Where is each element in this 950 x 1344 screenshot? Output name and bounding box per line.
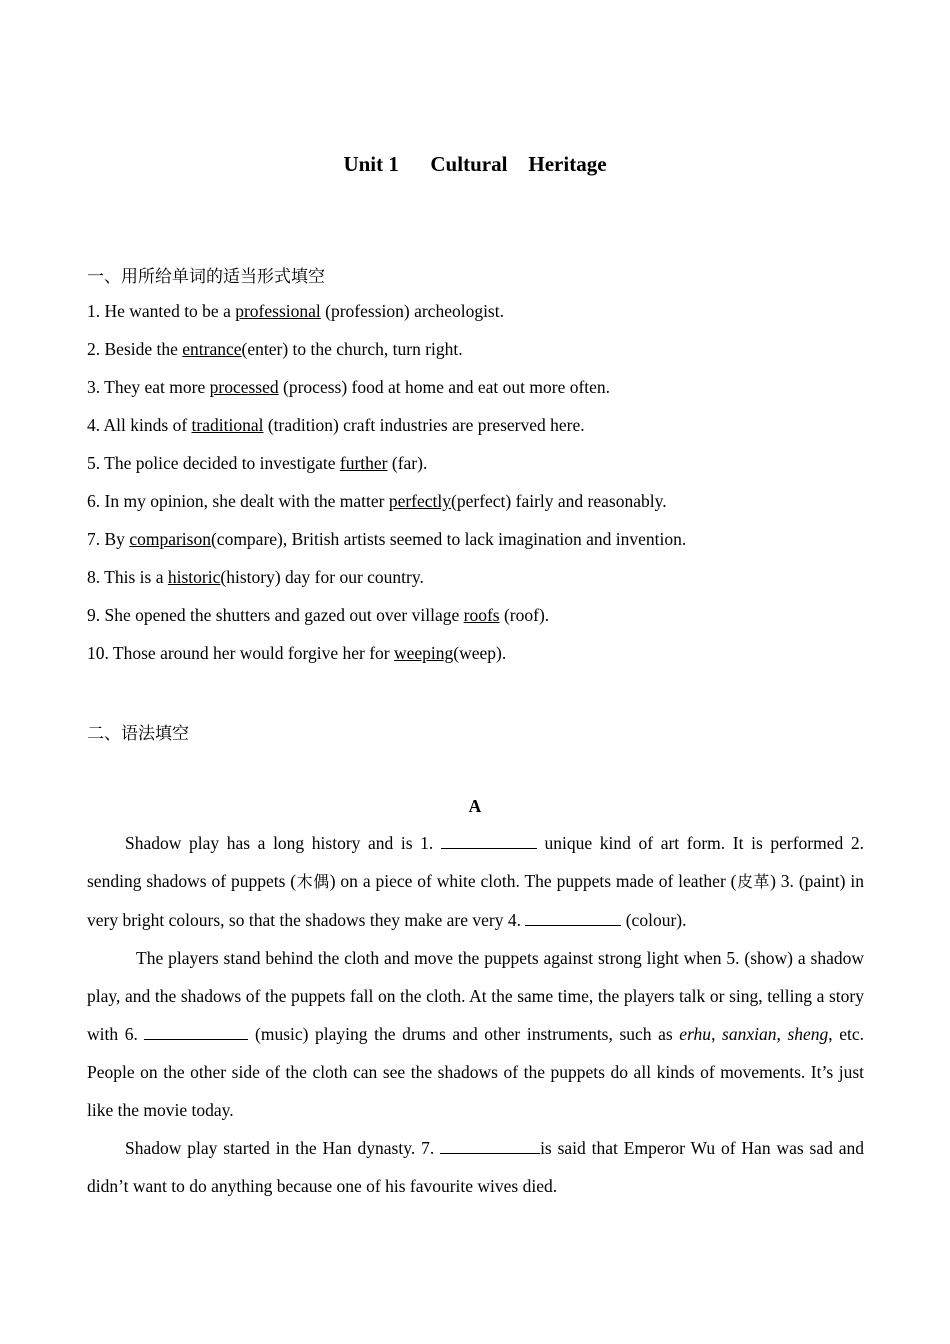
exercise-item-6: 6. In my opinion, she dealt with the matter perfectly(perfect) fairly and reasonably.: [87, 491, 667, 511]
exercise-item-8: 8. This is a historic(history) day for our country.: [87, 567, 424, 587]
blank-4[interactable]: [525, 910, 621, 926]
title-word-1: Cultural: [430, 152, 508, 176]
answer-5: further: [339, 453, 388, 473]
passage-label: A: [468, 796, 482, 816]
passage-text: [87, 824, 864, 1205]
exercise-item-5: 5. The police decided to investigate further (far).: [87, 453, 428, 473]
answer-4: traditional: [191, 415, 264, 435]
blank-1[interactable]: [441, 833, 537, 849]
exercise-item-7: 7. By comparison(compare), British artists seemed to lack imagination and invention.: [87, 529, 687, 549]
answer-6: perfectly: [388, 491, 452, 511]
title-unit: Unit 1: [343, 152, 399, 176]
section-2-heading: 二、语法填空: [87, 724, 189, 744]
answer-2: entrance: [182, 339, 242, 359]
answer-7: comparison: [129, 529, 211, 549]
exercise-item-4: 4. All kinds of traditional (tradition) craft industries are preserved here.: [87, 415, 585, 435]
exercise-item-1: 1. He wanted to be a professional (profession) archeologist.: [87, 301, 504, 321]
answer-8: historic: [167, 567, 221, 587]
answer-1: professional: [235, 301, 321, 321]
blank-6[interactable]: [144, 1024, 248, 1040]
title-word-2: Heritage: [528, 152, 607, 176]
answer-10: weeping: [394, 643, 454, 663]
paragraph-1: Shadow play has a long history and is 1. unique kind of art form. It is performed 2. sending shadows of puppets (木偶) on a piece of white cloth. The puppets made of leather (皮革) 3. (paint) in very bright colours, so that the shadows they make are very 4. (colour).: [87, 833, 864, 930]
exercise-item-2: 2. Beside the entrance(enter) to the church, turn right.: [87, 339, 463, 359]
paragraph-3: Shadow play started in the Han dynasty. 7. is said that Emperor Wu of Han was sad and didn’t want to do anything because one of his favourite wives died.: [87, 1138, 864, 1196]
exercise-item-3: 3. They eat more processed (process) food at home and eat out more often.: [87, 377, 611, 397]
page-title: [0, 152, 950, 177]
exercise-item-10: 10. Those around her would forgive her for weeping(weep).: [87, 643, 507, 663]
paragraph-2: The players stand behind the cloth and move the puppets against strong light when 5. (show) a shadow play, and the shadows of the puppets fall on the cloth. At the same time, the players talk or sing, telling a story with 6. (music) playing the drums and other instruments, such as erhu, sanxian, sheng, etc. People on the other side of the cloth can see the shadows of the puppets do all kinds of movements. It’s just like the movie today.: [87, 948, 865, 1120]
answer-9: roofs: [463, 605, 500, 625]
blank-7[interactable]: [440, 1138, 540, 1154]
exercise-item-9: 9. She opened the shutters and gazed out over village roofs (roof).: [87, 605, 550, 625]
answer-3: processed: [209, 377, 279, 397]
section-1-heading: 一、用所给单词的适当形式填空: [87, 267, 325, 287]
